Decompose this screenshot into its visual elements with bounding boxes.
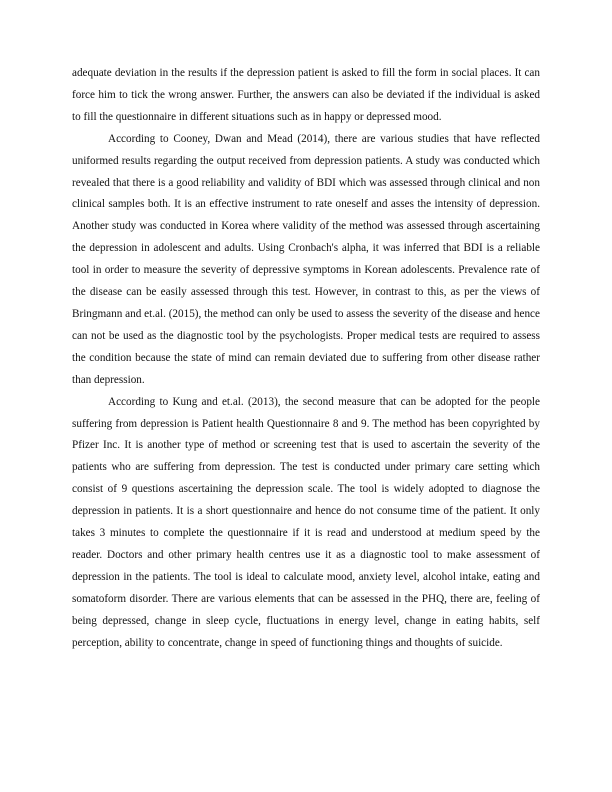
- paragraph-cooney-dwan-mead: According to Cooney, Dwan and Mead (2014), there are various studies that have reflected uniformed results regarding the output received from depression patients. A study was conducted which revealed that there is a good reliability and validity of BDI which was assessed through clinical and non clinical samples both. It is an effective instrument to rate oneself and asses the intensity of depression. Another study was conducted in Korea where validity of the method was assessed through ascertaining the depression in adolescent and adults. Using Cronbach's alpha, it was inferred that BDI is a reliable tool in order to measure the severity of depressive symptoms in Korean adolescents. Prevalence rate of the disease can be easily assessed through this test. However, in contrast to this, as per the views of Bringmann and et.al. (2015), the method can only be used to assess the severity of the disease and hence can not be used as the diagnostic tool by the psychologists. Proper medical tests are required to assess the condition because the state of mind can remain deviated due to suffering from other disease rather than depression.: [72, 132, 540, 386]
- paragraph-kung-phq: According to Kung and et.al. (2013), the second measure that can be adopted for the people suffering from depression is Patient health Questionnaire 8 and 9. The method has been copyrighted by Pfizer Inc. It is another type of method or screening test that is used to ascertain the severity of the patients who are suffering from depression. The test is conducted under primary care setting which consist of 9 questions ascertaining the depression scale. The tool is widely adopted to diagnose the depression in patients. It is a short questionnaire and hence do not consume time of the patient. It only takes 3 minutes to complete the questionnaire if it is read and understood at medium speed by the reader. Doctors and other primary health centres use it as a diagnostic tool to make assessment of depression in the patients. The tool is ideal to calculate mood, anxiety level, alcohol intake, eating and somatoform disorder. There are various elements that can be assessed in the PHQ, there are, feeling of being depressed, change in sleep cycle, fluctuations in energy level, change in eating habits, self perception, ability to concentrate, change in speed of functioning things and thoughts of suicide.: [72, 395, 540, 649]
- paragraph-continued: adequate deviation in the results if the depression patient is asked to fill the form in social places. It can force him to tick the wrong answer. Further, the answers can also be deviated if the individual is asked to fill the questionnaire in different situations such as in happy or depressed mood.: [72, 67, 540, 123]
- body-text: [72, 63, 540, 654]
